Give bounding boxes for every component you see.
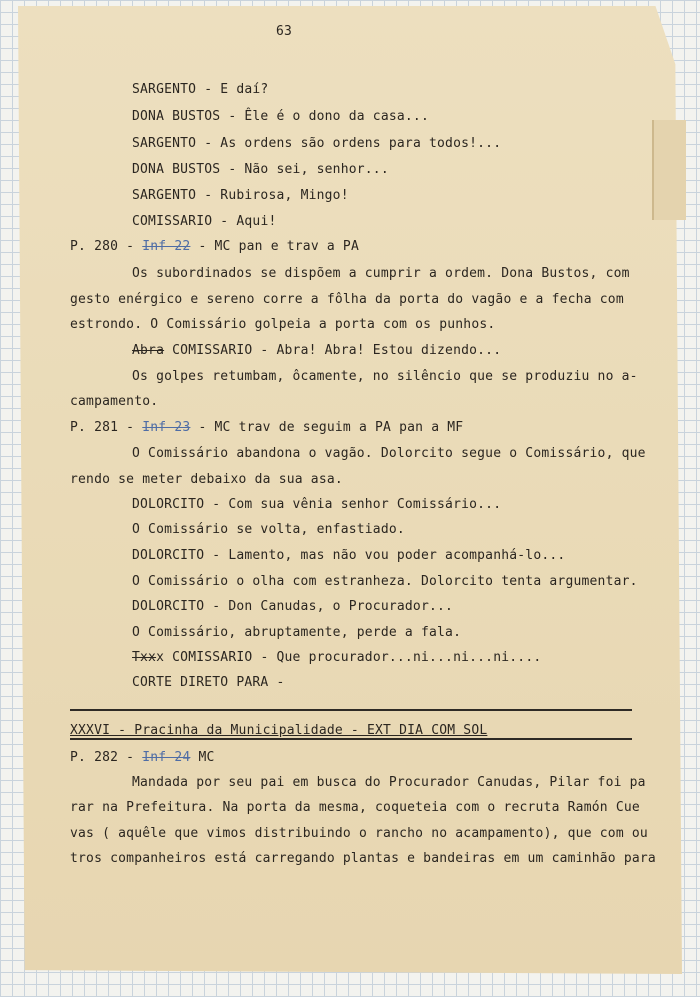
shot-line-281 [70,420,463,436]
speaker: SARGENTO [132,82,197,97]
dialogue-line [132,343,501,359]
speech: x COMISSARIO - Que procurador...ni...ni...ni.... [156,650,542,665]
speaker: DONA BUSTOS [132,162,221,177]
struck-text: Inf 22 [142,239,191,254]
shot-number: P. 281 - [70,420,143,435]
action-line: O Comissário o olha com estranheza. Dolorcito tenta argumentar. [132,574,638,589]
shot-description: MC [190,750,215,765]
speaker: SARGENTO [132,136,197,151]
struck-text: Inf 23 [142,420,191,435]
speech: - As ordens são ordens para todos!... [196,136,502,151]
struck-text: Inf 24 [142,750,191,765]
speaker: COMISSARIO [132,214,213,229]
speaker: DONA BUSTOS [132,109,221,124]
action-line: gesto enérgico e sereno corre a fôlha da porta do vagão e a fecha com [70,292,624,307]
speech: - Rubirosa, Mingo! [196,188,349,203]
shot-number: P. 280 - [70,239,143,254]
action-line: Os subordinados se dispõem a cumprir a ordem. Dona Bustos, com [132,266,630,281]
page-number: 63 [276,24,293,39]
action-line: rendo se meter debaixo da sua asa. [70,472,343,487]
speech: - E daí? [196,82,269,97]
dialogue-line: DOLORCITO - Lamento, mas não vou poder acompanhá-lo... [132,548,566,563]
dialogue-line [132,650,541,666]
struck-text: Abra [132,343,165,358]
speech: - Êle é o dono da casa... [220,109,429,124]
action-line: O Comissário, abruptamente, perde a fala. [132,625,462,640]
shot-description: - MC pan e trav a PA [190,239,359,254]
speech: - Não sei, senhor... [220,162,389,177]
scene-heading: XXXVI - Pracinha da Municipalidade - EXT DIA COM SOL [70,723,488,738]
shot-line-282 [70,750,215,766]
dialogue-line: DOLORCITO - Com sua vênia senhor Comissário... [132,497,502,512]
speech: - Aqui! [212,214,277,229]
speaker: SARGENTO [132,188,197,203]
action-line: vas ( aquêle que vimos distribuindo o rancho no acampamento), que com ou [70,826,648,841]
action-line: Os golpes retumbam, ôcamente, no silêncio que se produziu no a- [132,369,638,384]
action-line: tros companheiros está carregando plantas e bandeiras em um caminhão para [70,851,656,866]
transition: CORTE DIRETO PARA - [132,675,285,690]
paper-tab [652,120,686,220]
dialogue-line: DOLORCITO - Don Canudas, o Procurador... [132,599,454,614]
scene-divider-top [70,709,632,711]
action-line: O Comissário se volta, enfastiado. [132,522,405,537]
action-line: Mandada por seu pai em busca do Procurador Canudas, Pilar foi pa [132,775,646,790]
dialogue-line [132,162,389,178]
scene-divider-bottom [70,738,632,740]
dialogue-line [132,188,349,204]
action-line: O Comissário abandona o vagão. Dolorcito segue o Comissário, que [132,446,646,461]
dialogue-line [132,136,501,152]
action-line: estrondo. O Comissário golpeia a porta com os punhos. [70,317,496,332]
action-line: rar na Prefeitura. Na porta da mesma, coqueteia com o recruta Ramón Cue [70,800,640,815]
shot-line-280 [70,239,359,255]
action-line: campamento. [70,394,159,409]
dialogue-line [132,82,268,98]
speech: COMISSARIO - Abra! Abra! Estou dizendo... [164,343,502,358]
shot-number: P. 282 - [70,750,143,765]
dialogue-line [132,214,277,230]
dialogue-line [132,109,429,125]
struck-text: Txx [132,650,157,665]
shot-description: - MC trav de seguim a PA pan a MF [190,420,464,435]
